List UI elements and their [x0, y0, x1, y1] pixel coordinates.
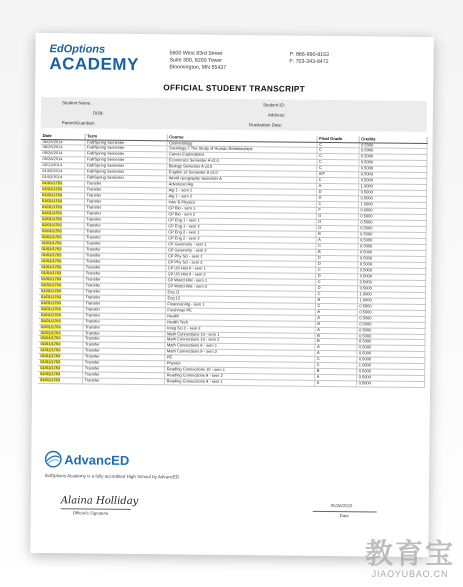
address-label: Address:: [267, 112, 286, 118]
cell-final-grade-text: A: [318, 237, 321, 242]
cell-credits-text: 0.5000: [359, 315, 372, 321]
fax-number: F: 703-343-8472: [289, 58, 329, 65]
cell-credits-text: 1.0000: [358, 363, 372, 368]
cell-date-text: 01/01/1753: [40, 329, 61, 335]
cell-term-text: Transfer: [85, 246, 101, 252]
cell-course-text: Alg 1 - sem 2: [168, 194, 193, 199]
cell-course-text: Financial Alg - sem 1: [167, 301, 205, 307]
cell-course-text: PE: [166, 355, 173, 360]
cell-credits-text: 0.5000: [360, 190, 373, 195]
phone-number: P: 866-890-8153: [289, 51, 330, 59]
cell-date-text: 01/01/1753: [41, 198, 63, 204]
cell-final-grade-text: C: [317, 267, 321, 272]
cell-term-text: Fall/Spring Semester: [86, 163, 125, 169]
cell-course-text: Alg 1 - sem 1: [168, 188, 193, 193]
logo-top-text: EdOptions: [49, 43, 106, 56]
cell-final-grade-text: C: [318, 147, 322, 153]
cell-final-grade-text: C: [318, 201, 322, 207]
cell-date-text: 01/01/1753: [41, 288, 62, 293]
address-line-2: Suite 300, 8200 Tower: [169, 57, 223, 64]
cell-date-text: 06/25/2014: [42, 138, 63, 144]
cell-term-text: Transfer: [84, 360, 100, 365]
cell-course-text: Integ Sci 2 - sem 2: [167, 325, 201, 331]
col-header-date: Date: [41, 133, 85, 139]
jiaoyubao-watermark: [365, 539, 455, 579]
transcript-table: [38, 133, 427, 388]
cell-term-text: Transfer: [85, 306, 101, 312]
cell-final-grade-text: B: [318, 231, 321, 236]
cell-credits-text: 0.5000: [359, 309, 372, 315]
cell-credits-text: 0.5000: [360, 219, 373, 225]
cell-course-text: Health Tech: [167, 319, 189, 325]
cell-term-text: Fall/Spring Semester: [87, 139, 125, 145]
cell-credits-text: 0.5000: [358, 357, 372, 362]
cell-credits-text: 0.5000: [359, 303, 372, 309]
cell-date-text: 01/01/1753: [41, 264, 62, 270]
cell-course-text: Health: [167, 313, 179, 319]
cell-credits-text: 0.0000: [360, 207, 373, 213]
cell-term-text: Transfer: [85, 258, 101, 264]
cell-term-text: Fall/Spring Semester: [86, 151, 125, 157]
cell-credits-text: 0.5000: [359, 327, 372, 332]
student-name-label: Student Name:: [61, 100, 92, 106]
cell-final-grade-text: C: [316, 356, 320, 362]
cell-final-grade-text: C: [317, 243, 321, 248]
cell-course-text: Eng 12: [167, 295, 181, 301]
cell-term-text: Transfer: [86, 228, 101, 234]
cell-course-text: Physics: [166, 361, 181, 366]
cell-course-text: World Geography Semester A: [168, 176, 222, 182]
cell-course-text: CP Eng 2 - sem 1: [168, 229, 200, 235]
cell-course-text: Economics Semester A v2.0: [168, 158, 219, 164]
cell-final-grade-text: A: [316, 380, 320, 386]
cell-date-text: 01/01/1753: [41, 276, 62, 281]
cell-credits-text: 0.5000: [358, 339, 372, 344]
cell-date-text: 01/01/1753: [40, 371, 61, 377]
cell-credits-text: 0.5000: [359, 267, 373, 273]
cell-term-text: Transfer: [85, 270, 101, 276]
graduation-date-label: Graduation Date:: [248, 122, 283, 128]
cell-final-grade-text: A: [316, 350, 320, 356]
cell-date-text: 01/01/1753: [41, 258, 62, 264]
cell-course-text: English 12 Semester A v3.0: [168, 170, 218, 176]
cell-credits-text: 0.5000: [360, 178, 373, 183]
cell-date-text: 01/01/1753: [40, 359, 61, 365]
cell-course-text: Cosmetology: [169, 140, 193, 146]
cell-course-text: CP Bio - sem 2: [168, 211, 196, 217]
cell-term-text: Fall/Spring Semester: [86, 169, 125, 175]
cell-final-grade-text: B: [317, 249, 321, 254]
cell-term-text: Transfer: [86, 181, 102, 186]
cell-term-text: Transfer: [85, 282, 101, 288]
cell-credits-text: 0.5000: [358, 369, 371, 374]
cell-date-text: 01/01/1753: [41, 228, 62, 234]
col-header-credits: Credits: [359, 136, 427, 143]
cell-date-text: 01/01/1753: [40, 324, 61, 329]
cell-term-text: Transfer: [85, 318, 101, 324]
official-signature: Alaina Holliday: [60, 495, 139, 508]
watermark-chinese-text: 教育宝: [364, 538, 455, 569]
cell-date-text: 01/01/1753: [40, 365, 61, 371]
cell-course-text: CP World Hist - sem 1: [167, 277, 208, 283]
advanced-logo-text: AdvancED: [64, 451, 130, 468]
advanced-accreditation-logo: [44, 450, 129, 469]
address-line-3: Bloomington, MN 55437: [169, 64, 227, 71]
cell-date-text: 01/01/1753: [41, 270, 62, 276]
cell-final-grade-text: C: [318, 177, 322, 183]
cell-term-text: Fall/Spring Semester: [86, 175, 125, 181]
cell-term-text: Fall/Spring Semester: [87, 145, 125, 151]
cell-credits-text: 0.5000: [358, 375, 371, 380]
cell-date-text: 01/01/1753: [42, 192, 63, 198]
cell-course-text: Math Connections 10 - sem 2: [167, 337, 220, 343]
col-header-final-grade: Final Grade: [317, 136, 359, 142]
cell-credits-text: 0.5000: [360, 160, 374, 165]
cell-course-text: CP Eng 1 - sem 1: [168, 217, 200, 223]
cell-term-text: Transfer: [85, 312, 101, 318]
cell-credits-text: 0.5000: [360, 213, 373, 219]
advanced-globe-icon: [44, 450, 62, 468]
cell-final-grade-text: D: [318, 219, 322, 225]
cell-course-text: CP Phy Sci - sem 2: [167, 259, 203, 265]
cell-final-grade-text: C: [316, 362, 320, 368]
cell-term-text: Transfer: [85, 300, 101, 306]
cell-final-grade-text: C: [319, 141, 323, 147]
cell-final-grade-text: D: [318, 195, 322, 201]
cell-credits-text: 1.0000: [359, 291, 372, 297]
cell-final-grade-text: A/F: [318, 171, 326, 177]
school-address: [169, 50, 226, 72]
cell-course-text: CP Eng 2 - sem 2: [168, 235, 200, 241]
cell-course-text: Career Explorations: [168, 152, 205, 158]
address-line-1: 5600 West 83rd Street: [169, 50, 223, 57]
student-info-box: [41, 97, 427, 132]
cell-date-text: 01/01/1753: [41, 222, 62, 228]
cell-date-text: 01/01/1753: [40, 377, 61, 383]
cell-credits-text: 0.5000: [359, 243, 373, 249]
cell-date-text: 05/26/2014: [42, 150, 63, 156]
cell-term-text: Transfer: [86, 240, 101, 246]
cell-course-text: CP Geometry - sem 1: [168, 241, 207, 247]
cell-credits-text: 0.5000: [358, 381, 371, 386]
cell-final-grade-text: D: [317, 255, 321, 260]
cell-date-text: 01/01/1753: [42, 180, 63, 186]
cell-date-text: 01/01/1753: [40, 347, 61, 353]
cell-credits-text: 0.5000: [360, 172, 374, 177]
signature-date: 05/28/2020: [330, 503, 353, 509]
parent-guardian-label: Parent/Guardian:: [61, 120, 96, 126]
cell-final-grade-text: B: [316, 368, 320, 374]
cell-course-text: CP US Hist II - sem 1: [167, 265, 206, 271]
cell-credits-text: 0.5000: [360, 166, 374, 171]
cell-course-text: Math Connections 10 - sem 1: [167, 331, 220, 337]
cell-credits-text: 0.5000: [359, 285, 372, 291]
cell-course-text: CP Bio - sem 1: [168, 205, 196, 211]
date-caption: Date: [339, 513, 349, 519]
cell-term-text: Transfer: [85, 252, 101, 258]
cell-course-text: Inter & Physics: [168, 199, 196, 205]
cell-course-text: CP US Hist II - sem 2: [167, 271, 206, 277]
logo-main-text: ACADEMY: [49, 54, 139, 75]
table-body: [38, 139, 427, 388]
cell-final-grade-text: B: [317, 332, 320, 338]
cell-date-text: 01/01/1753: [41, 204, 62, 210]
accreditation-statement: EdOptions Academy is a fully accredited High School by AdvancED: [45, 473, 180, 480]
cell-date-text: 01/01/1753: [42, 186, 63, 192]
cell-credits-text: 0.5000: [360, 237, 373, 243]
signature-caption: Official's Signature: [72, 510, 109, 516]
cell-course: [164, 379, 314, 387]
cell-final-grade-text: F: [318, 207, 321, 213]
cell-term-text: Transfer: [84, 372, 100, 377]
cell-course-text: CP World Hist - sem 2: [167, 283, 208, 289]
cell-final-grade-text: C: [318, 165, 322, 171]
cell-final-grade-text: D: [318, 189, 322, 195]
cell-course-text: Eng 11: [167, 289, 180, 295]
cell-final-grade-text: C: [317, 279, 321, 284]
cell-final-grade-text: C: [317, 291, 321, 296]
cell-course-text: Reading Connections 10 - sem 1: [166, 367, 226, 373]
cell-credits-text: 0.5000: [361, 142, 374, 147]
cell-course-text: Freshman PE: [167, 307, 192, 313]
cell-date-text: 01/02/2014: [42, 174, 63, 180]
cell-term-text: Transfer: [85, 264, 101, 270]
cell-term-text: Transfer: [85, 294, 101, 300]
cell-course-text: Reading Connections 9 - sem 2: [166, 373, 223, 379]
cell-date-text: 01/01/1753: [41, 240, 62, 246]
cell-term-text: Transfer: [86, 211, 102, 216]
cell-final-grade-text: C: [317, 303, 321, 308]
cell-credits-text: 0.5000: [359, 255, 373, 261]
edoptions-academy-logo: [49, 44, 139, 73]
cell-credits-text: 0.5000: [360, 148, 374, 153]
cell-credits: [356, 381, 424, 388]
cell-credits-text: 1.0000: [360, 202, 373, 207]
cell-term-text: Transfer: [86, 234, 101, 240]
cell-credits-text: 1.0000: [359, 297, 372, 303]
cell-term: [82, 378, 164, 385]
cell-date-text: 01/01/1753: [40, 318, 61, 323]
cell-course-text: CP Phy Sci - sem 1: [167, 253, 203, 259]
cell-date-text: 01/01/1753: [40, 353, 61, 359]
cell-credits-text: 0.5000: [360, 196, 373, 201]
cell-date-text: 02/11/2014: [42, 162, 63, 168]
cell-course-text: CP Eng 1 - sem 2: [168, 223, 200, 229]
cell-final-grade-text: A: [317, 326, 320, 332]
cell-date-text: 01/01/1753: [41, 216, 62, 222]
cell-final-grade-text: C: [318, 159, 322, 165]
transcript-page: [30, 33, 433, 557]
cell-term-text: Transfer: [86, 193, 102, 198]
cell-date-text: 01/01/1753: [40, 294, 62, 299]
cell-date-text: 01/01/1753: [40, 335, 61, 341]
cell-credits-text: 0.5000: [359, 333, 372, 338]
cell-credits-text: 0.5000: [358, 345, 372, 350]
cell-date-text: 01/01/1753: [41, 252, 62, 258]
cell-final-grade-text: D: [317, 285, 321, 290]
cell-date-text: 01/01/1753: [41, 234, 62, 240]
cell-course-text: Sociology I: The Study of Human Relationships: [169, 146, 253, 152]
cell-date-text: 01/01/1753: [40, 312, 61, 317]
cell-date-text: 01/01/1753: [41, 282, 62, 287]
cell-credits-text: 0.5000: [359, 321, 372, 327]
cell-course-text: CP Geometry - sem 2: [167, 247, 207, 253]
cell-date-text: 01/01/1753: [41, 210, 62, 216]
cell-final-grade-text: B: [317, 297, 321, 302]
cell-final-grade-text: B: [317, 320, 320, 326]
cell-final-grade-text: D: [318, 225, 322, 230]
cell-term-text: Transfer: [86, 217, 102, 222]
watermark-url-text: JIAOYUBAO.CN: [371, 569, 449, 579]
cell-final-grade-text: D: [317, 261, 321, 266]
cell-final-grade: [314, 381, 356, 387]
cell-credits-text: 0.5000: [359, 279, 372, 285]
cell-date-text: 05/26/2014: [42, 156, 63, 162]
cell-course-text: Math Connections 9 - sem 2: [166, 349, 217, 355]
cell-term-text: Transfer: [84, 342, 100, 348]
cell-term-text: Transfer: [86, 199, 102, 204]
cell-credits-text: 0.5000: [359, 261, 373, 267]
cell-term-text: Transfer: [86, 187, 102, 192]
student-id-label: Student ID:: [262, 102, 285, 108]
cell-final-grade-text: A: [317, 308, 321, 314]
cell-date-text: 01/01/1753: [40, 306, 61, 311]
cell-final-grade-text: B: [316, 338, 320, 344]
cell-term-text: Transfer: [85, 336, 100, 342]
cell-date-text: 01/01/1753: [40, 341, 61, 347]
cell-credits-text: 0.5000: [359, 249, 373, 255]
dob-label: DOB:: [92, 110, 104, 116]
cell-term-text: Transfer: [85, 330, 100, 336]
school-phones: [289, 52, 329, 66]
cell-final-grade-text: C: [318, 153, 322, 159]
cell-course-text: Biology Semester A v3.0: [168, 164, 213, 170]
cell-term-text: Transfer: [85, 288, 101, 294]
cell-term-text: Fall/Spring Semester: [86, 157, 125, 163]
cell-final-grade-text: A: [316, 374, 320, 380]
page-title: OFFICIAL STUDENT TRANSCRIPT: [163, 83, 306, 94]
cell-date-text: 01/01/1753: [40, 300, 61, 305]
cell-term-text: Transfer: [86, 223, 102, 228]
cell-credits-text: 0.5000: [358, 351, 372, 356]
cell-term-text: Transfer: [85, 276, 101, 282]
cell-final-grade-text: A: [318, 183, 322, 189]
cell-term-text: Transfer: [86, 205, 102, 210]
cell-date-text: 01/02/2014: [42, 168, 63, 174]
col-header-course: Course: [167, 134, 317, 142]
col-header-term: Term: [85, 133, 167, 140]
cell-credits-text: 0.5000: [359, 273, 372, 279]
cell-date-text: 06/25/2014: [42, 144, 63, 150]
cell-final-grade-text: A: [316, 344, 320, 350]
cell-date: [38, 378, 82, 384]
cell-term-text: Transfer: [85, 324, 100, 330]
cell-term-text: Transfer: [84, 354, 100, 359]
cell-final-grade-text: D: [317, 273, 321, 278]
cell-term-text: Transfer: [84, 348, 100, 354]
cell-course-text: Reading Connections 9 - sem 1: [166, 379, 223, 385]
cell-date-text: 01/01/1753: [41, 246, 62, 252]
cell-credits-text: 0.5000: [360, 154, 374, 159]
cell-credits-text: 1.0000: [360, 184, 373, 189]
cell-term-text: Transfer: [84, 366, 100, 371]
cell-course-text: Advanced Alg: [168, 182, 194, 187]
cell-final-grade-text: A: [317, 314, 320, 320]
cell-credits-text: 0.5000: [360, 225, 373, 231]
cell-credits-text: 0.5000: [360, 231, 373, 237]
cell-term-text: Transfer: [84, 378, 100, 383]
cell-final-grade-text: D: [318, 213, 322, 219]
cell-course-text: Math Connections 9 - sem 1: [166, 343, 218, 349]
